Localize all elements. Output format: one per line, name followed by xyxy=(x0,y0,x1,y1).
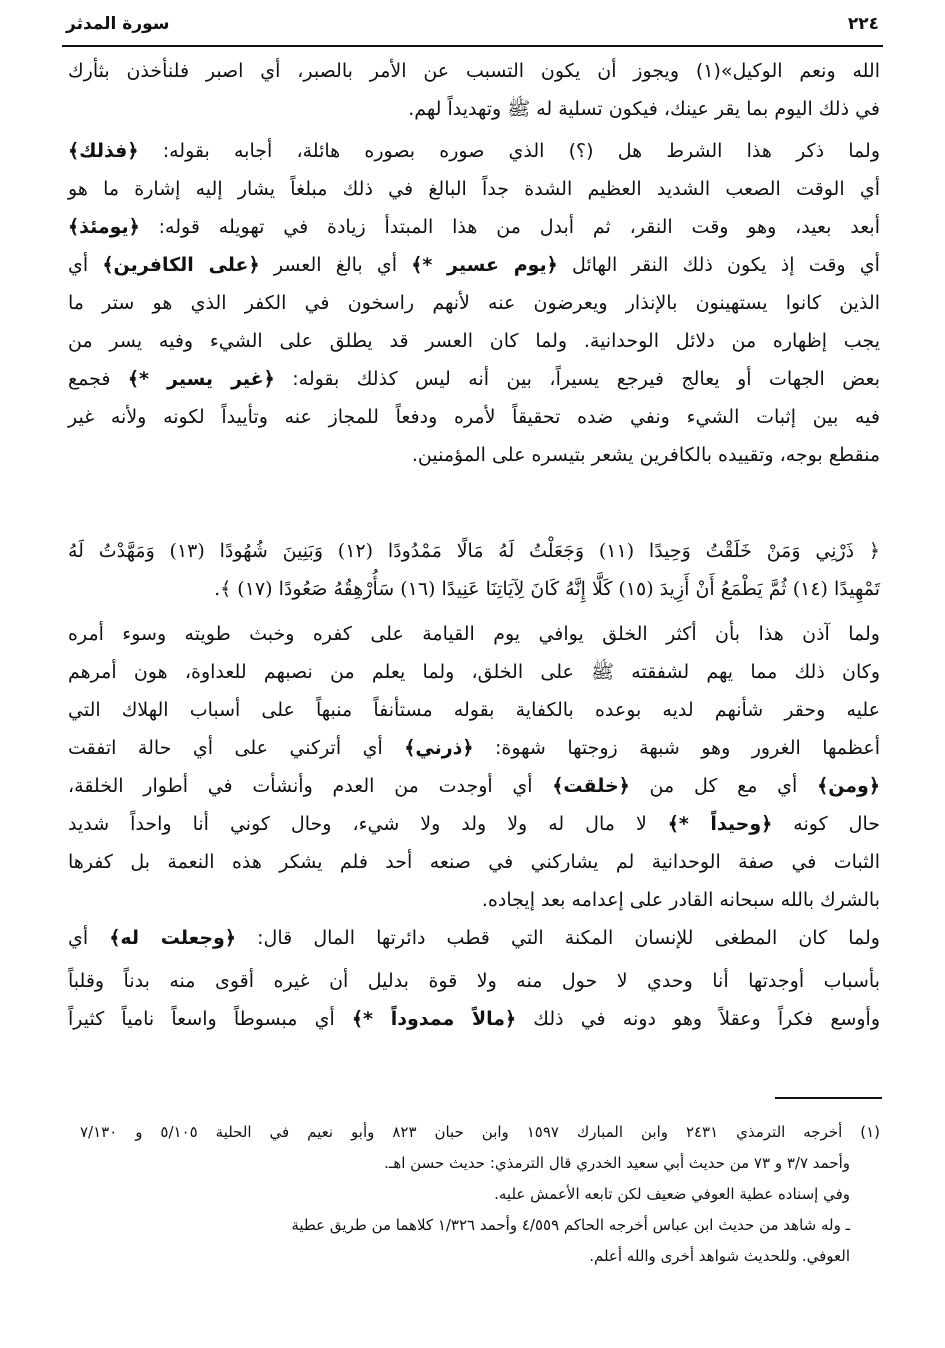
text-segment: يجب إظهاره من دلائل الوحدانية. ولما كان العسر قد يطلق على الشيء وفيه يسر من xyxy=(68,330,880,352)
text-segment: أي أتركني على أي حالة اتفقت xyxy=(68,737,405,759)
text-segment: ولما كان المطغى للإنسان المكنة التي قطب دائرتها المال قال: xyxy=(236,927,880,949)
text-line xyxy=(68,402,880,432)
text-line xyxy=(68,326,880,356)
text-segment: الله ونعم الوكيل»(١) ويجوز أن يكون التسبب عن الأمر بالصبر، أي اصبر فلنأخذن بثأرك xyxy=(68,60,880,82)
text-segment: فيه بين إثبات الشيء ونفي ضده تحقيقاً لأمره ودفعاً للمجاز عنه وتأييداً لكونه ولأنه غير xyxy=(68,406,880,428)
text-line xyxy=(68,695,880,725)
text-segment: عليه وحقر شأنهم لديه بوعده بالكفاية بقوله مستأنفاً منبهاً على أسباب الهلاك التي xyxy=(68,699,880,721)
text-segment: بالشرك بالله سبحانه القادر على إعدامه بعد إيجاده. xyxy=(481,889,880,911)
quran-citation: ﴿مالاً ممدوداً *﴾ xyxy=(351,1008,517,1030)
text-segment: وأوسع فكراً وعقلاً وهو دونه في ذلك xyxy=(516,1008,880,1030)
text-segment: منقطع بوجه، وتقييده بالكافرين يشعر بتيسره على المؤمنين. xyxy=(411,444,880,466)
quran-verse-line xyxy=(68,574,880,604)
text-line xyxy=(68,923,880,953)
footnote-line: ـ وله شاهد من حديث ابن عباس أخرجه الحاكم ٤/٥٥٩ وأحمد ١/٣٢٦ كلاهما من طريق عطية xyxy=(291,1216,850,1234)
quran-citation: ﴿على الكافرين﴾ xyxy=(102,254,260,276)
text-line xyxy=(68,250,880,280)
text-segment: لا مال له ولا ولد ولا شيء، وحال كوني أنا واحداً شديد xyxy=(68,813,668,835)
text-line xyxy=(68,771,880,801)
quran-citation: ﴿فذلك﴾ xyxy=(68,140,139,162)
text-segment: أي الوقت الصعب الشديد العظيم الشدة جداً البالغ في ذلك مبلغاً يشار إليه إشارة ما هو xyxy=(68,178,880,200)
text-line xyxy=(68,174,880,204)
text-segment: أي xyxy=(68,254,103,276)
text-segment: أبعد بعيد، وهو وقت النقر، ثم أبدل من هذا المبتدأ زيادة في تهويله قوله: xyxy=(139,216,880,238)
running-header-title: سورة المدثر xyxy=(66,14,170,34)
text-line xyxy=(68,1004,880,1034)
text-segment: أي وقت إذ يكون ذلك النقر الهائل xyxy=(557,254,880,276)
text-segment: أعظمها الغرور وهو شبهة زوجتها شهوة: xyxy=(473,737,880,759)
text-line xyxy=(68,657,880,687)
text-segment: أي بالغ العسر xyxy=(259,254,412,276)
text-segment: أي xyxy=(68,927,110,949)
footnote-line: وأحمد ٣/٧ و ٧٣ من حديث أبي سعيد الخدري قال الترمذي: حديث حسن اهـ. xyxy=(384,1154,850,1172)
text-line xyxy=(68,212,880,242)
text-line xyxy=(68,733,880,763)
quran-citation: ﴿ذرني﴾ xyxy=(404,737,474,759)
text-segment: أي مع كل من xyxy=(629,775,818,797)
quran-citation: ﴿وجعلت له﴾ xyxy=(109,927,236,949)
text-line xyxy=(68,136,880,166)
footnote-line: وفي إسناده عطية العوفي ضعيف لكن تابعه الأعمش عليه. xyxy=(494,1185,850,1203)
text-line xyxy=(68,885,880,915)
quran-verse-line xyxy=(68,536,880,566)
header-rule xyxy=(62,45,883,47)
text-segment: بأسباب أوجدتها أنا وحدي لا حول منه ولا قوة بدليل أن غيره أقوى منه بدناً وقلباً xyxy=(68,970,880,992)
page-number: ٢٢٤ xyxy=(847,14,879,34)
quran-citation: ﴿وحيداً *﴾ xyxy=(667,813,773,835)
text-line xyxy=(68,847,880,877)
text-line xyxy=(68,966,880,996)
text-line xyxy=(68,94,880,124)
quran-citation: ﴿يومئذ﴾ xyxy=(68,216,140,238)
text-segment: تَمْهِيدًا (١٤) ثُمَّ يَطْمَعُ أَنْ أَزِيدَ (١٥) كَلَّا إِنَّهُ كَانَ لِآيَاتِنَا عَنِيدًا (١٦) سَأُرْهِقُهُ صَعُودًا (١٧) ﴾. xyxy=(214,578,880,600)
text-segment: أي أوجدت من العدم وأنشأت في أطوار الخلقة، xyxy=(68,775,553,797)
text-line xyxy=(68,364,880,394)
quran-citation: ﴿يوم عسير *﴾ xyxy=(411,254,558,276)
text-segment: وكان ذلك مما يهم لشفقته ﷺ على الخلق، ولما يعلم من نصبهم للعداوة، هون أمرهم xyxy=(68,661,880,683)
footnote-separator xyxy=(775,1097,882,1099)
text-line xyxy=(68,440,880,470)
text-line xyxy=(68,56,880,86)
quran-citation: ﴿غير يسير *﴾ xyxy=(127,368,275,390)
text-segment: بعض الجهات أو يعالج فيرجع يسيراً، بين أنه ليس كذلك بقوله: xyxy=(274,368,880,390)
text-segment: ﴿ ذَرْنِي وَمَنْ خَلَقْتُ وَحِيدًا (١١) وَجَعَلْتُ لَهُ مَالًا مَمْدُودًا (١٢) وَبَنِينَ شُهُودًا (١٣) وَمَهَّدْتُ لَهُ xyxy=(68,540,881,562)
text-segment: في ذلك اليوم بما يقر عينك، فيكون تسلية له ﷺ وتهديداً لهم. xyxy=(408,98,880,120)
text-segment: ولما آذن هذا بأن أكثر الخلق يوافي يوم القيامة على كفره وخبث طويته وسوء أمره xyxy=(68,623,880,645)
text-segment: أي مبسوطاً واسعاً نامياً كثيراً xyxy=(68,1008,352,1030)
quran-citation: ﴿خلقت﴾ xyxy=(552,775,630,797)
footnote-line: (١) أخرجه الترمذي ٢٤٣١ وابن المبارك ١٥٩٧ وابن حبان ٨٢٣ وأبو نعيم في الحلية ٥/١٠٥ و ٧/١٣٠ xyxy=(80,1123,881,1141)
text-segment: ولما ذكر هذا الشرط هل (؟) الذي صوره بصوره هائلة، أجابه بقوله: xyxy=(138,140,880,162)
text-line xyxy=(68,619,880,649)
text-line xyxy=(68,288,880,318)
footnote-line: العوفي. وللحديث شواهد أخرى والله أعلم. xyxy=(589,1247,850,1265)
quran-citation: ﴿ومن﴾ xyxy=(817,775,880,797)
text-segment: فجمع xyxy=(68,368,128,390)
text-segment: الذين كانوا يستهينون بالإنذار ويعرضون عنه لأنهم راسخون في الكفر الذي هو ستر ما xyxy=(68,292,880,314)
text-line xyxy=(68,809,880,839)
text-segment: حال كونه xyxy=(772,813,880,835)
text-segment: الثبات في صفة الوحدانية لم يشاركني في صنعه أحد فلم يشكر هذه النعمة بل كفرها xyxy=(68,851,880,873)
